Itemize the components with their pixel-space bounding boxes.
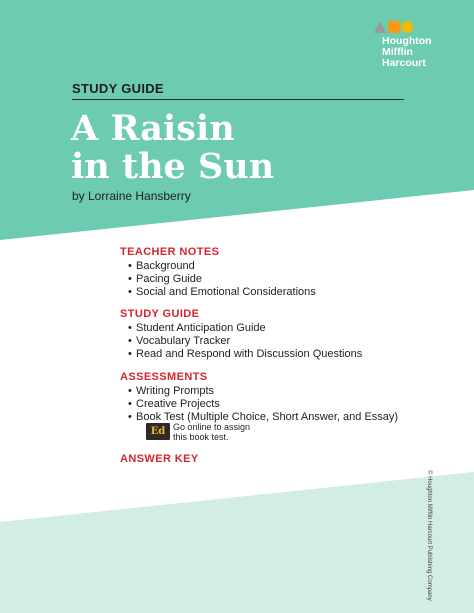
list-item: • Read and Respond with Discussion Questions <box>120 348 362 361</box>
author-byline: by Lorraine Hansberry <box>72 189 191 203</box>
logo-line-3: Harcourt <box>382 57 426 69</box>
list-item: • Creative Projects <box>120 398 398 411</box>
list-item: • Pacing Guide <box>120 273 316 286</box>
logo-line-1: Houghton <box>382 35 432 47</box>
logo-shapes-icon <box>374 20 414 34</box>
list-item: • Vocabulary Tracker <box>120 335 362 348</box>
section-list <box>120 322 362 361</box>
list-item: • Writing Prompts <box>120 385 398 398</box>
section-study-guide <box>120 308 362 361</box>
section-assessments <box>120 371 398 424</box>
ed-note-line-1: Go online to assign <box>173 422 251 432</box>
study-guide-label: STUDY GUIDE <box>72 81 164 96</box>
section-heading: TEACHER NOTES <box>120 246 220 258</box>
list-item: • Background <box>120 260 316 273</box>
list-item: • Social and Emotional Considerations <box>120 286 316 299</box>
logo-line-2: Mifflin <box>382 46 413 58</box>
section-list <box>120 260 316 299</box>
section-answer-key <box>120 453 199 467</box>
section-heading: STUDY GUIDE <box>120 308 200 320</box>
book-title <box>71 110 274 186</box>
section-teacher-notes <box>120 246 316 299</box>
section-list <box>120 385 398 424</box>
header-rule <box>72 99 404 100</box>
mint-footer-band <box>0 472 474 613</box>
section-heading: ASSESSMENTS <box>120 371 208 383</box>
book-title-line-1: A Raisin <box>71 108 235 149</box>
ed-note-line-2: this book test. <box>173 432 229 442</box>
section-heading: ANSWER KEY <box>120 453 199 465</box>
list-item: • Book Test (Multiple Choice, Short Answer, and Essay) <box>120 411 398 424</box>
ed-logo-icon: Ed <box>146 423 170 440</box>
copyright-notice: © Houghton Mifflin Harcourt Publishing Company <box>426 470 432 601</box>
logo-wordmark <box>382 36 432 69</box>
list-item: • Student Anticipation Guide <box>120 322 362 335</box>
ed-note-text <box>173 422 250 442</box>
book-title-line-2: in the Sun <box>71 146 275 187</box>
